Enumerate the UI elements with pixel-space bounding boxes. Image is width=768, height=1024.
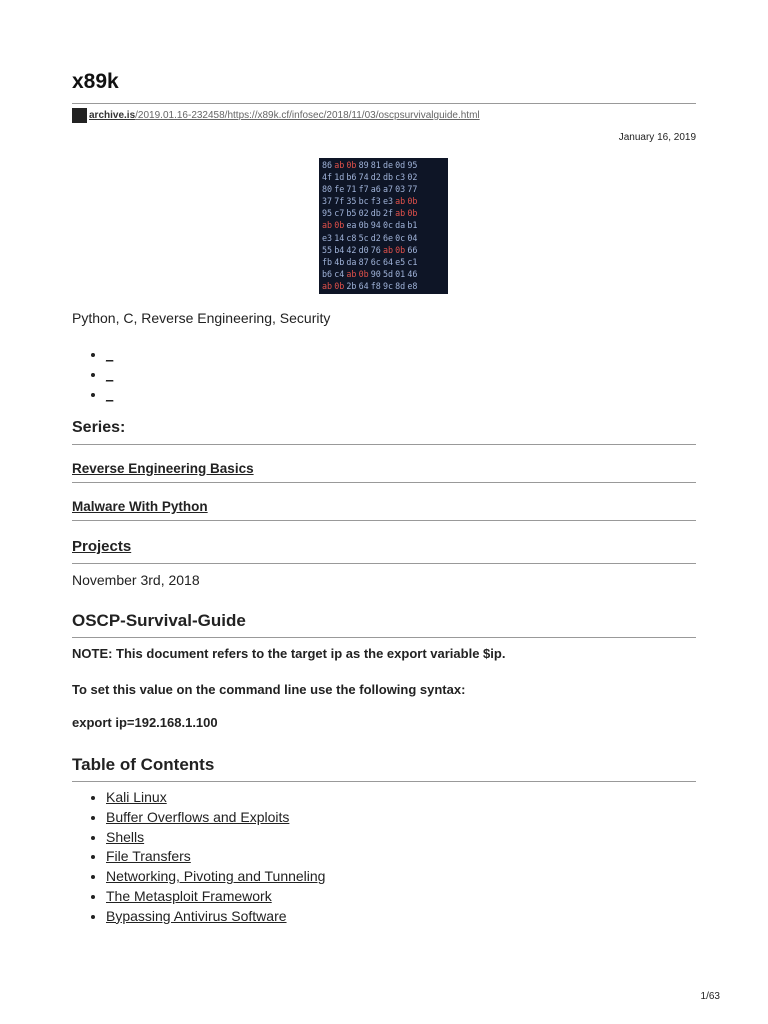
archive-logo-icon <box>72 108 87 123</box>
toc-item <box>106 847 325 867</box>
hex-byte: a7 <box>382 184 394 195</box>
bullet-item[interactable]: • _ <box>106 345 113 365</box>
hex-byte: 37 <box>322 196 333 207</box>
hex-row <box>322 171 448 183</box>
hex-byte: da <box>346 256 357 267</box>
hex-byte: da <box>395 220 406 231</box>
hex-byte: c3 <box>395 172 406 183</box>
hex-byte: 0d <box>395 160 406 170</box>
note-line: To set this value on the command line use the following syntax: <box>72 682 466 697</box>
hex-byte: db <box>382 172 394 183</box>
hex-byte: 1d <box>334 172 345 183</box>
projects-link[interactable]: Projects <box>72 538 132 555</box>
hex-byte: 02 <box>358 208 369 219</box>
hex-row <box>322 244 448 256</box>
hex-byte: 0b <box>334 280 345 291</box>
toc-item <box>106 808 325 828</box>
post-title-divider <box>72 637 696 638</box>
toc-item <box>106 867 325 887</box>
hex-byte: 81 <box>370 160 381 170</box>
hex-byte: 04 <box>407 232 418 243</box>
hex-byte: c1 <box>407 256 418 267</box>
hex-byte: e3 <box>322 232 333 243</box>
hex-byte: 90 <box>370 268 381 279</box>
hex-byte: f8 <box>370 280 381 291</box>
hex-byte: b6 <box>322 268 333 279</box>
hex-byte: 0b <box>407 208 418 219</box>
hex-byte: 0b <box>395 244 406 255</box>
hex-byte: 9c <box>382 280 394 291</box>
hex-byte: 55 <box>322 244 333 255</box>
toc-link-file-transfers[interactable]: File Transfers <box>106 848 191 865</box>
hex-byte: f3 <box>370 196 381 207</box>
hex-byte: 02 <box>407 172 418 183</box>
hex-byte: f7 <box>358 184 369 195</box>
toc-link-buffer-overflows[interactable]: Buffer Overflows and Exploits <box>106 808 290 825</box>
hex-byte: fe <box>334 184 345 195</box>
hex-byte: 80 <box>322 184 333 195</box>
toc-link-kali-linux[interactable]: Kali Linux <box>106 789 167 805</box>
toc-item <box>106 907 325 927</box>
hex-byte: ab <box>322 220 333 231</box>
toc-item <box>106 788 325 808</box>
hex-row <box>322 280 448 292</box>
hex-byte: de <box>382 160 394 170</box>
capture-date: January 16, 2019 <box>618 132 696 143</box>
hex-byte: b1 <box>407 220 418 231</box>
series-link-malware-python[interactable]: Malware With Python <box>72 499 208 514</box>
hex-byte: 71 <box>346 184 357 195</box>
hex-byte: ea <box>346 220 357 231</box>
hex-byte: c8 <box>346 232 357 243</box>
hex-byte: 95 <box>407 160 418 170</box>
hex-byte: 0c <box>382 220 394 231</box>
export-command: export ip=192.168.1.100 <box>72 715 218 730</box>
hex-byte: 8d <box>395 280 406 291</box>
hex-byte: e3 <box>382 196 394 207</box>
archive-path-link[interactable]: /2019.01.16-232458/https://x89k.cf/infosec/2018/11/03/oscpsurvivalguide.html <box>135 110 480 121</box>
site-title: x89k <box>72 70 119 93</box>
series-divider <box>72 444 696 445</box>
hex-byte: 0b <box>334 220 345 231</box>
hex-byte: d0 <box>358 244 369 255</box>
hex-byte: 2b <box>346 280 357 291</box>
hex-byte: 2f <box>382 208 394 219</box>
hex-row <box>322 195 448 207</box>
hex-byte: 0b <box>407 196 418 207</box>
hex-byte: 5d <box>382 268 394 279</box>
hex-byte: ab <box>334 160 345 170</box>
hex-dump-image <box>319 158 448 294</box>
hex-byte: 86 <box>322 160 333 170</box>
hex-byte: d2 <box>370 172 381 183</box>
bullet-item[interactable]: • _ <box>106 365 113 385</box>
hex-byte: 7f <box>334 196 345 207</box>
hex-row <box>322 159 448 171</box>
title-divider <box>72 103 696 104</box>
toc-link-antivirus[interactable]: Bypassing Antivirus Software <box>106 907 287 924</box>
hex-byte: 87 <box>358 256 369 267</box>
toc-divider <box>72 781 696 782</box>
placeholder-bullet-list <box>72 345 113 405</box>
hex-byte: 95 <box>322 208 333 219</box>
toc-item <box>106 887 325 907</box>
hex-byte: 4b <box>334 256 345 267</box>
toc-link-networking[interactable]: Networking, Pivoting and Tunneling <box>106 868 326 885</box>
hex-byte: 35 <box>346 196 357 207</box>
hex-byte: ab <box>382 244 394 255</box>
hex-byte: c4 <box>334 268 345 279</box>
hex-byte: bc <box>358 196 369 207</box>
hex-byte: 4f <box>322 172 333 183</box>
table-of-contents <box>72 788 325 927</box>
hex-byte: 42 <box>346 244 357 255</box>
page-number: 1/63 <box>700 991 720 1002</box>
toc-heading: Table of Contents <box>72 755 215 774</box>
series-divider <box>72 520 696 521</box>
hex-byte: 0b <box>346 160 357 170</box>
hex-row <box>322 219 448 231</box>
toc-link-shells[interactable]: Shells <box>106 828 145 845</box>
hex-byte: fb <box>322 256 333 267</box>
hex-byte: b6 <box>346 172 357 183</box>
hex-byte: b4 <box>334 244 345 255</box>
hex-byte: d2 <box>370 232 381 243</box>
post-tags: Python, C, Reverse Engineering, Security <box>72 310 331 326</box>
hex-byte: e5 <box>395 256 406 267</box>
hex-row <box>322 268 448 280</box>
hex-byte: ab <box>395 196 406 207</box>
hex-byte: 0c <box>395 232 406 243</box>
hex-byte: 94 <box>370 220 381 231</box>
hex-byte: c7 <box>334 208 345 219</box>
hex-byte: 0b <box>358 268 369 279</box>
hex-row <box>322 232 448 244</box>
hex-byte: e8 <box>407 280 418 291</box>
hex-byte: 74 <box>358 172 369 183</box>
series-link-reverse-engineering[interactable]: Reverse Engineering Basics <box>72 461 254 476</box>
hex-byte: 0b <box>358 220 369 231</box>
hex-byte: 64 <box>382 256 394 267</box>
archive-domain-link[interactable]: archive.is <box>89 110 136 121</box>
hex-byte: 77 <box>407 184 418 195</box>
hex-byte: 01 <box>395 268 406 279</box>
hex-byte: 76 <box>370 244 381 255</box>
hex-byte: 89 <box>358 160 369 170</box>
bullet-item[interactable]: • _ <box>106 385 113 405</box>
hex-byte: ab <box>395 208 406 219</box>
post-title: OSCP-Survival-Guide <box>72 611 246 630</box>
hex-byte: 6e <box>382 232 394 243</box>
toc-link-metasploit[interactable]: The Metasploit Framework <box>106 887 272 904</box>
hex-byte: ab <box>346 268 357 279</box>
hex-byte: ab <box>322 280 333 291</box>
projects-divider <box>72 563 696 564</box>
archive-source-line <box>72 108 480 123</box>
hex-byte: db <box>370 208 381 219</box>
hex-byte: b5 <box>346 208 357 219</box>
hex-byte: 5c <box>358 232 369 243</box>
series-heading: Series: <box>72 419 126 436</box>
hex-row <box>322 183 448 195</box>
toc-item <box>106 828 325 848</box>
hex-row <box>322 256 448 268</box>
post-date: November 3rd, 2018 <box>72 572 200 588</box>
hex-row <box>322 207 448 219</box>
hex-byte: a6 <box>370 184 381 195</box>
hex-byte: 14 <box>334 232 345 243</box>
series-divider <box>72 482 696 483</box>
hex-byte: 66 <box>407 244 418 255</box>
hex-byte: 46 <box>407 268 418 279</box>
hex-byte: 6c <box>370 256 381 267</box>
hex-byte: 64 <box>358 280 369 291</box>
note-line: NOTE: This document refers to the target ip as the export variable $ip. <box>72 646 506 661</box>
hex-byte: 03 <box>395 184 406 195</box>
